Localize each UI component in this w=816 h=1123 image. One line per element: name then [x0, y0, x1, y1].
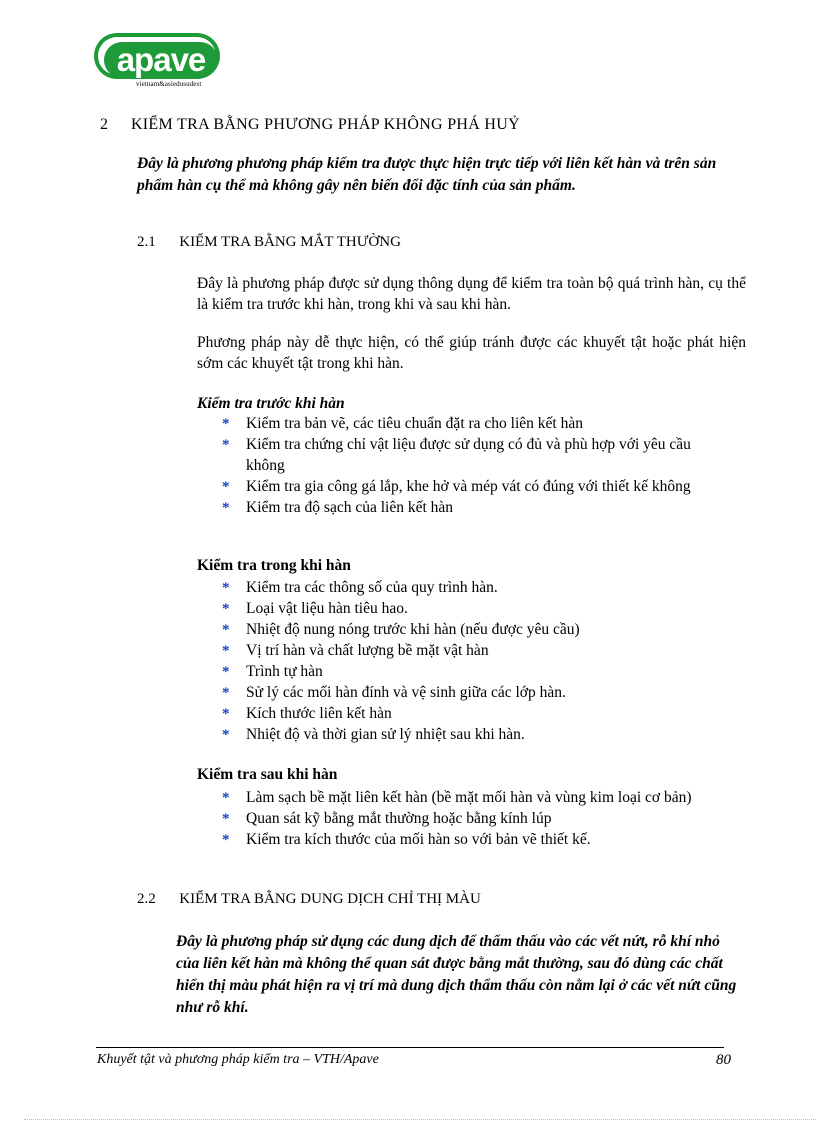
asterisk-bullet-icon: * — [222, 706, 230, 722]
logo-tagline: vietnam&asiedusudest — [136, 80, 202, 88]
list-item: * Kiểm tra các thông số của quy trình hàn. — [222, 577, 732, 598]
list-item: * Quan sát kỹ bằng mắt thường hoặc bằng kính lúp — [222, 808, 732, 829]
asterisk-bullet-icon: * — [222, 811, 230, 827]
list-item: * Vị trí hàn và chất lượng bề mặt vật hàn — [222, 640, 732, 661]
list-item: * Kiểm tra bản vẽ, các tiêu chuẩn đặt ra cho liên kết hàn — [222, 413, 732, 434]
apave-logo — [94, 33, 222, 93]
subsection-number: 2.2 — [137, 891, 156, 907]
after-welding-heading: Kiểm tra sau khi hàn — [197, 766, 338, 783]
asterisk-bullet-icon: * — [222, 622, 230, 638]
paragraph: Phương pháp này dễ thực hiện, có thể giúp tránh được các khuyết tật hoặc phát hiện sớm các khuyết tật trong khi hàn. — [197, 334, 746, 372]
asterisk-bullet-icon: * — [222, 790, 230, 806]
section-number: 2 — [100, 116, 109, 133]
before-welding-list — [222, 413, 732, 518]
list-item: * Kiểm tra kích thước của mối hàn so với bản vẽ thiết kế. — [222, 829, 732, 850]
asterisk-bullet-icon: * — [222, 685, 230, 701]
list-item: * Kiểm tra gia công gá lắp, khe hở và mép vát có đúng với thiết kế không — [222, 476, 732, 497]
asterisk-bullet-icon: * — [222, 664, 230, 680]
list-item: * Loại vật liệu hàn tiêu hao. — [222, 598, 732, 619]
paragraph: Đây là phương pháp được sử dụng thông dụng để kiểm tra toàn bộ quá trình hàn, cụ thể là kiểm tra trước khi hàn, trong khi và sau khi hàn. — [197, 275, 746, 313]
footer-divider — [96, 1047, 724, 1048]
during-welding-list — [222, 577, 732, 745]
subsection-2-1-heading — [137, 234, 401, 251]
section-intro: Đây là phương phương pháp kiểm tra được thực hiện trực tiếp với liên kết hàn và trên sản phẩm hàn cụ thể mà không gây nên biến đổi đặc tính của sản phẩm. — [137, 155, 717, 194]
section-heading — [100, 116, 520, 134]
page-number: 80 — [716, 1052, 731, 1068]
list-item: * Nhiệt độ và thời gian sử lý nhiệt sau khi hàn. — [222, 724, 732, 745]
list-item: * Kích thước liên kết hàn — [222, 703, 732, 724]
subsection-title: KIỂM TRA BẰNG MẮT THƯỜNG — [179, 234, 401, 250]
asterisk-bullet-icon: * — [222, 580, 230, 596]
list-item: * Nhiệt độ nung nóng trước khi hàn (nếu được yêu cầu) — [222, 619, 732, 640]
asterisk-bullet-icon: * — [222, 601, 230, 617]
asterisk-bullet-icon: * — [222, 832, 230, 848]
asterisk-bullet-icon: * — [222, 643, 230, 659]
asterisk-bullet-icon: * — [222, 727, 230, 743]
page-bottom-divider — [24, 1119, 816, 1120]
logo-wordmark: apave — [104, 42, 218, 78]
asterisk-bullet-icon: * — [222, 437, 230, 453]
list-item: * Kiểm tra chứng chỉ vật liệu được sử dụng có đủ và phù hợp với yêu cầu không — [222, 436, 691, 474]
subsection-number: 2.1 — [137, 234, 156, 250]
list-item: * Kiểm tra độ sạch của liên kết hàn — [222, 497, 732, 518]
list-item: * Trình tự hàn — [222, 661, 732, 682]
footer-text: Khuyết tật và phương pháp kiểm tra – VTH/Apave — [97, 1052, 379, 1067]
before-welding-heading: Kiểm tra trước khi hàn — [197, 395, 345, 412]
during-welding-heading: Kiểm tra trong khi hàn — [197, 557, 351, 574]
list-item: * Làm sạch bề mặt liên kết hàn (bề mặt mối hàn và vùng kim loại cơ bản) — [222, 787, 732, 808]
after-welding-list — [222, 787, 732, 850]
subsection-2-2-heading — [137, 891, 481, 908]
logo-badge — [94, 33, 220, 79]
list-item: * Sử lý các mối hàn đính và vệ sinh giữa các lớp hàn. — [222, 682, 732, 703]
asterisk-bullet-icon: * — [222, 416, 230, 432]
dye-penetrant-paragraph: Đây là phương pháp sử dụng các dung dịch để thẩm thấu vào các vết nứt, rỗ khí nhỏ của liên kết hàn mà không thể quan sát được bằng mắt thường, sau đó dùng các chất hiển thị màu phát hiện ra vị trí mà dung dịch thẩm thấu còn nằm lại ở các vết nứt cũng như rỗ khí. — [176, 933, 737, 1016]
asterisk-bullet-icon: * — [222, 500, 230, 516]
subsection-title: KIỂM TRA BẰNG DUNG DỊCH CHỈ THỊ MÀU — [179, 891, 481, 907]
asterisk-bullet-icon: * — [222, 479, 230, 495]
section-title: KIỂM TRA BẰNG PHƯƠNG PHÁP KHÔNG PHÁ HUỶ — [130, 116, 520, 133]
